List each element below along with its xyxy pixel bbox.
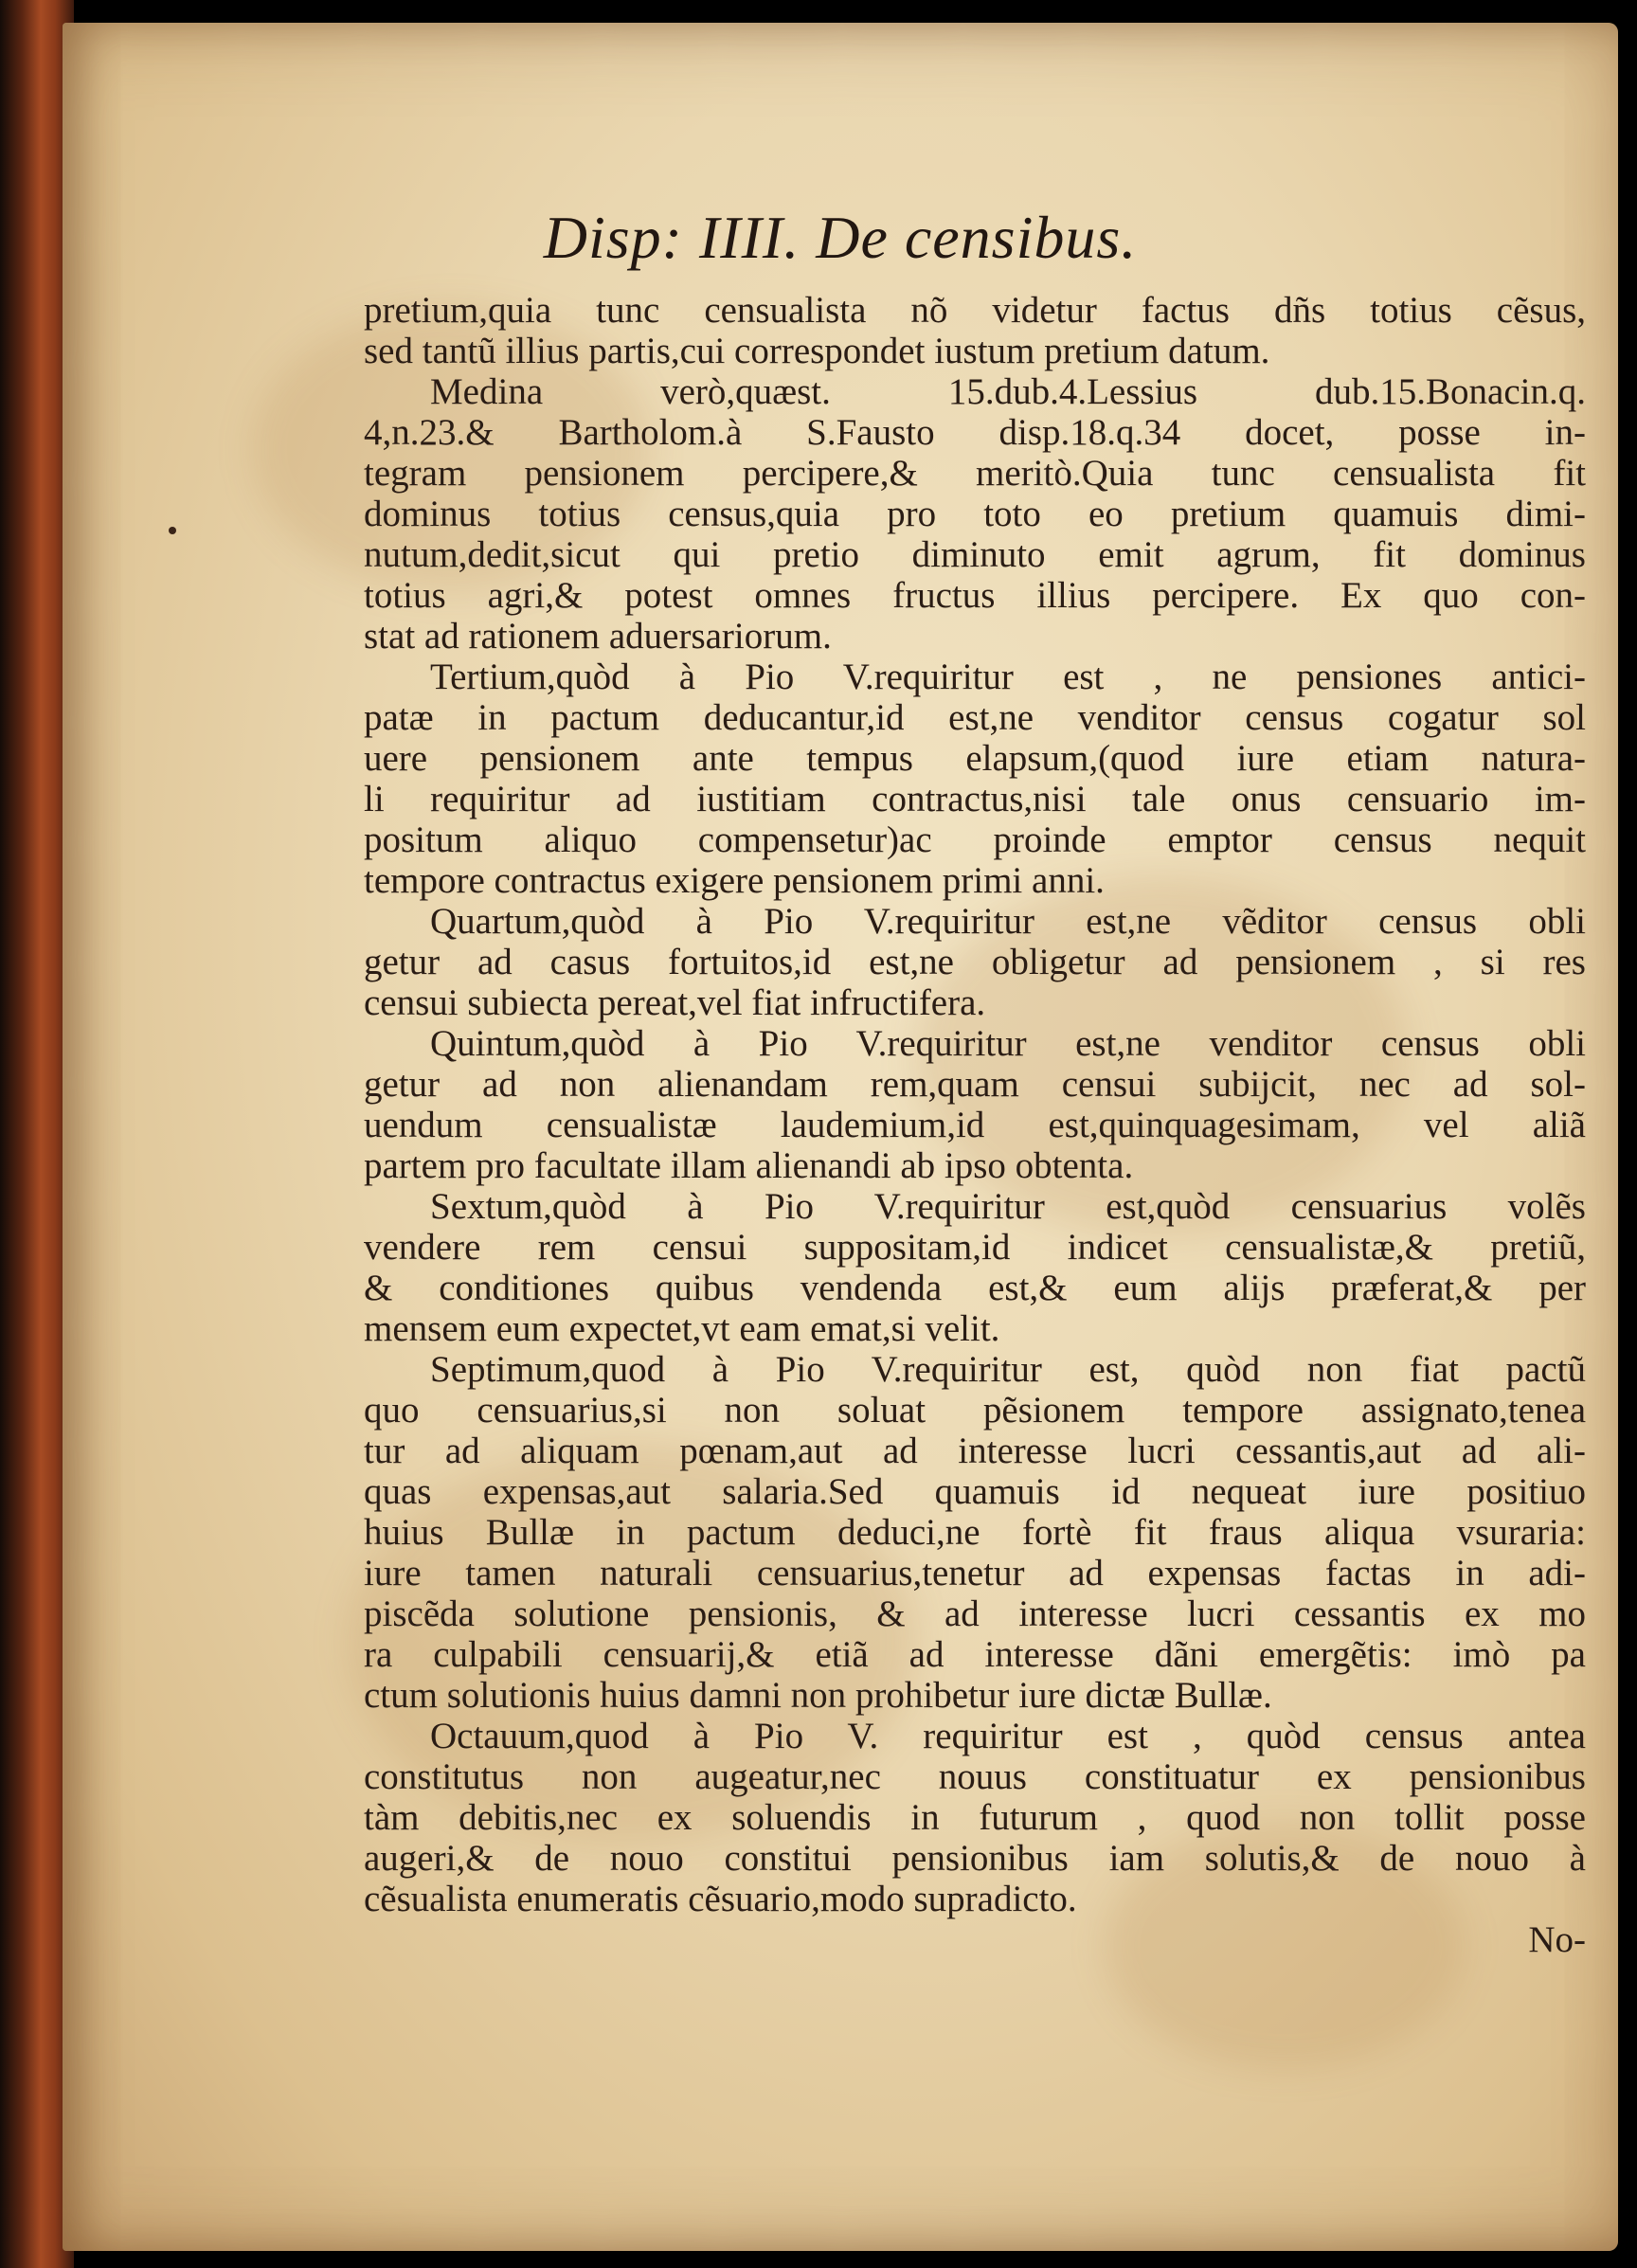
text-line: tur ad aliquam pœnam,aut ad interesse lucri cessantis,aut ad ali- [364, 1431, 1586, 1471]
text-line: 4,n.23.& Bartholom.à S.Fausto disp.18.q.34 docet, posse in- [364, 412, 1586, 453]
text-line: piscẽda solutione pensionis, & ad interesse lucri cessantis ex mo [364, 1593, 1586, 1634]
text-line: censui subiecta pereat,vel fiat infructifera. [364, 982, 986, 1023]
paper-page [63, 23, 1618, 2251]
text-line: cẽsualista enumeratis cẽsuario,modo supradicto. [364, 1879, 1077, 1919]
text-line: Septimum,quod à Pio V.requiritur est, quòd non fiat pactũ [430, 1349, 1586, 1390]
text-line: positum aliquo compensetur)ac proinde emptor census nequit [364, 819, 1586, 860]
text-line: totius agri,& potest omnes fructus illius percipere. Ex quo con- [364, 575, 1586, 616]
running-head: Disp: IIII. De censibus. [543, 204, 1138, 271]
text-line: li requiritur ad iustitiam contractus,nisi tale onus censuario im- [364, 779, 1586, 819]
text-line: uere pensionem ante tempus elapsum,(quod iure etiam natura- [364, 738, 1586, 779]
text-line: tàm debitis,nec ex soluendis in futurum , quod non tollit posse [364, 1797, 1586, 1838]
text-line: nutum,dedit,sicut qui pretio diminuto emit agrum, fit dominus [364, 534, 1586, 575]
text-line: stat ad rationem aduersariorum. [364, 616, 832, 657]
text-line: Quartum,quòd à Pio V.requiritur est,ne vẽditor census obli [430, 901, 1586, 942]
catchword: No- [1528, 1919, 1586, 1960]
text-line: sed tantũ illius partis,cui correspondet iustum pretium datum. [364, 331, 1270, 371]
text-line: Tertium,quòd à Pio V.requiritur est , ne pensiones antici- [430, 657, 1586, 697]
text-line: tegram pensionem percipere,& meritò.Quia tunc censualista fit [364, 453, 1586, 494]
text-line: iure tamen naturali censuarius,tenetur ad expensas factas in adi- [364, 1553, 1586, 1593]
text-line: dominus totius census,quia pro toto eo pretium quamuis dimi- [364, 494, 1586, 534]
body-text [364, 290, 1586, 1960]
text-line: quo censuarius,si non soluat pẽsionem tempore assignato,tenea [364, 1390, 1586, 1431]
text-line: huius Bullæ in pactum deduci,ne fortè fit fraus aliqua vsuraria: [364, 1512, 1586, 1553]
margin-mark [169, 527, 176, 534]
text-line: Quintum,quòd à Pio V.requiritur est,ne venditor census obli [430, 1023, 1586, 1064]
text-line: Sextum,quòd à Pio V.requiritur est,quòd censuarius volẽs [430, 1186, 1586, 1227]
text-line: partem pro facultate illam alienandi ab ipso obtenta. [364, 1145, 1134, 1186]
text-line: tempore contractus exigere pensionem primi anni. [364, 860, 1105, 901]
text-line: ra culpabili censuarij,& etiã ad interesse dãni emergẽtis: imò pa [364, 1634, 1586, 1675]
text-line: augeri,& de nouo constitui pensionibus iam solutis,& de nouo à [364, 1838, 1586, 1879]
text-line: pretium,quia tunc censualista nõ videtur factus dñs totius cẽsus, [364, 290, 1586, 331]
text-line: Medina verò,quæst. 15.dub.4.Lessius dub.15.Bonacin.q. [430, 371, 1586, 412]
text-line: Octauum,quod à Pio V. requiritur est , quòd census antea [430, 1716, 1586, 1756]
text-line: ctum solutionis huius damni non prohibetur iure dictæ Bullæ. [364, 1675, 1272, 1716]
text-line: getur ad casus fortuitos,id est,ne obligetur ad pensionem , si res [364, 942, 1586, 982]
text-line: constitutus non augeatur,nec nouus constituatur ex pensionibus [364, 1756, 1586, 1797]
text-line: & conditiones quibus vendenda est,& eum alijs præferat,& per [364, 1268, 1586, 1308]
text-line: mensem eum expectet,vt eam emat,si velit. [364, 1308, 1000, 1349]
text-line: quas expensas,aut salaria.Sed quamuis id nequeat iure positiuo [364, 1471, 1586, 1512]
text-line: getur ad non alienandam rem,quam censui subijcit, nec ad sol- [364, 1064, 1586, 1105]
text-line: vendere rem censui suppositam,id indicet censualistæ,& pretiũ, [364, 1227, 1586, 1268]
text-line: uendum censualistæ laudemium,id est,quinquagesimam, vel aliã [364, 1105, 1586, 1145]
text-line: patæ in pactum deducantur,id est,ne venditor census cogatur sol [364, 697, 1586, 738]
